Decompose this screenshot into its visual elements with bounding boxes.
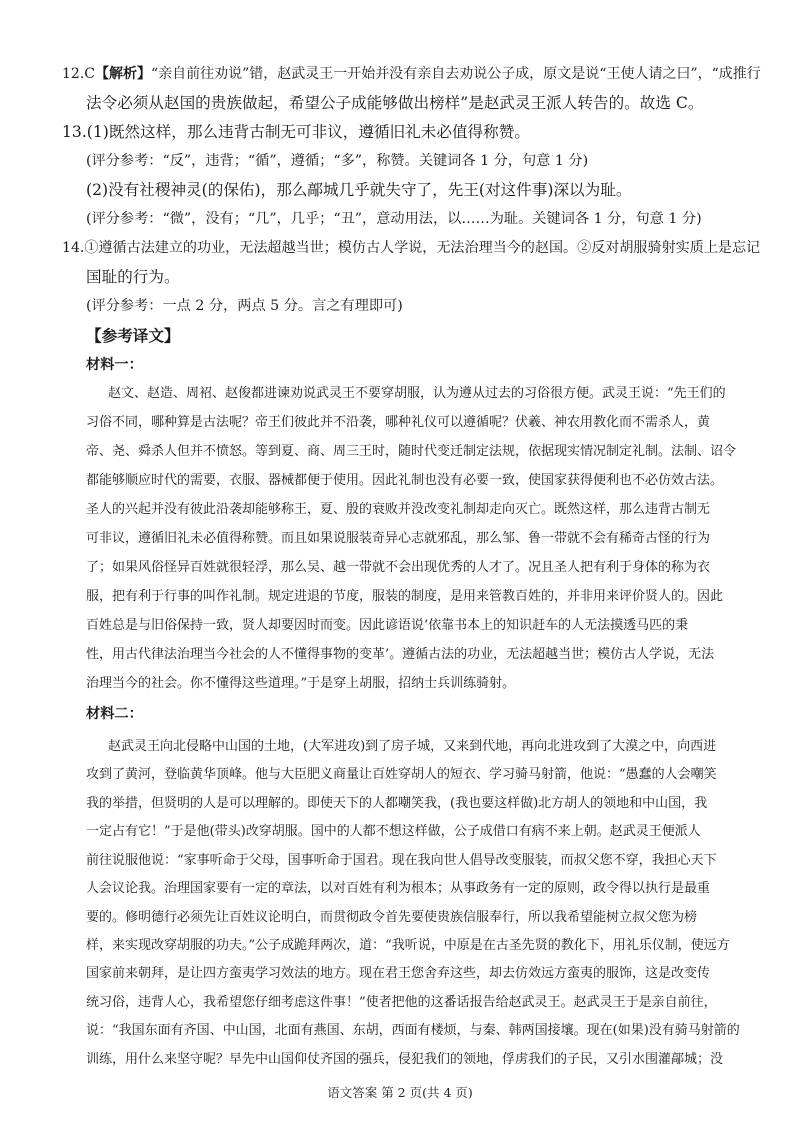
material-2-line: 前往说服他说：“家事听命于父母，国事听命于国君。现在我向世人倡导改变服装，而叔父您不穿，我担心天下 <box>86 853 717 868</box>
material-2-line: 样，来实现改穿胡服的功夫。”公子成跪拜两次，道：“我听说，中原是在古圣先贤的教化下，用礼乐仪制，使远方 <box>86 938 730 953</box>
material-2-line: 训练，用什么来坚守呢？早先中山国仰仗齐国的强兵，侵犯我们的领地，俘虏我们的子民，又引水围灌鄗城；没 <box>86 1052 724 1067</box>
material-1-line: 都能够顺应时代的需要，衣服、器械都便于使用。因此礼制也没有必要一致，使国家获得便利也不必仿效古法。 <box>86 473 724 488</box>
q12-text: “亲自前往劝说”错，赵武灵王一开始并没有亲自去劝说公子成，原文是说“王使人请之曰”，“成推行 <box>150 66 761 82</box>
q14-line-1: 14.①遵循古法建立的功业，无法超越当世；模仿古人学说，无法治理当今的赵国。②反对胡服骑射实质上是忘记 <box>62 240 761 256</box>
material-1-line: 百姓总是与旧俗保持一致，贤人却要因时而变。因此谚语说‘依靠书本上的知识赶车的人无法摸透马匹的秉 <box>86 618 689 633</box>
page-footer: 语文答案 第 2 页(共 4 页) <box>327 1085 473 1100</box>
material-2-line: 要的。修明德行必须先让百姓议论明白，而贯彻政令首先要使贵族信服奉行，所以我希望能树立叔父您为榜 <box>86 910 698 925</box>
analysis-tag: 【解析】 <box>94 66 151 82</box>
q13-scoring-1: (评分参考：“反”，违背；“循”，遵循；“多”，称赞。关键词各 1 分，句意 1 分) <box>86 153 589 169</box>
material-2-line: 统习俗，违背人心，我希望您仔细考虑这件事！”使者把他的这番话报告给赵武灵王。赵武灵王于是亲自前往， <box>86 995 717 1010</box>
material-1-line: 可非议，遵循旧礼未必值得称赞。而且如果说服装奇异心志就邪乱，那么邹、鲁一带就不会有稀奇古怪的行为 <box>86 531 711 546</box>
material-2-line: 人会议论我。治理国家要有一定的章法，以对百姓有利为根本；从事政务有一定的原则，政令得以执行是最重 <box>86 881 711 896</box>
material-1-line: 治理当今的社会。你不懂得这些道理。”于是穿上胡服，招纳士兵训练骑射。 <box>86 676 516 691</box>
material-1-label: 材料一： <box>86 357 143 373</box>
q12-line-1 <box>62 64 761 84</box>
q14-line-2: 国耻的行为。 <box>86 268 180 286</box>
material-2-line: 国家前来朝拜，是让四方蛮夷学习效法的地方。现在君王您舍弃这些，却去仿效远方蛮夷的服饰，这是改变传 <box>86 966 711 981</box>
q13-scoring-2: (评分参考：“微”，没有；“几”，几乎；“丑”，意动用法，以……为耻。关键词各 1 分，句意 1 分) <box>86 211 702 227</box>
q14-scoring: (评分参考：一点 2 分，两点 5 分。言之有理即可) <box>86 298 403 314</box>
material-2-line: 说：“我国东面有齐国、中山国，北面有燕国、东胡，西面有楼烦，与秦、韩两国接壤。现在(如果)没有骑马射箭的 <box>86 1023 740 1038</box>
material-1-line: 习俗不同，哪种算是古法呢？帝王们彼此并不沿袭，哪种礼仪可以遵循呢？伏羲、神农用教化而不需杀人，黄 <box>86 415 711 430</box>
material-2-line: 一定占有它！”于是他(带头)改穿胡服。国中的人都不想这样做，公子成借口有病不来上朝。赵武灵王便派人 <box>86 824 701 839</box>
translation-heading: 【参考译文】 <box>86 326 180 345</box>
material-2-label: 材料二： <box>86 706 143 722</box>
material-2-line: 赵武灵王向北侵略中山国的土地，(大军进攻)到了房子城，又来到代地，再向北进攻到了大漠之中，向西进 <box>108 739 717 754</box>
q12-number: 12.C <box>62 66 95 82</box>
material-1-line: 赵文、赵造、周袑、赵俊都进谏劝说武灵王不要穿胡服，认为遵从过去的习俗很方便。武灵王说：“先王们的 <box>108 386 726 401</box>
q13-line-2: (2)没有社稷神灵(的保佑)，那么鄗城几乎就失守了，先王(对这件事)深以为耻。 <box>86 181 632 199</box>
material-2-line: 攻到了黄河，登临黄华顶峰。他与大臣肥义商量让百姓穿胡人的短衣、学习骑马射箭，他说：“愚蠢的人会嘲笑 <box>86 767 717 782</box>
material-1-line: 了；如果风俗怪异百姓就很轻浮，那么吴、越一带就不会出现优秀的人才了。况且圣人把有利于身体的称为衣 <box>86 560 711 575</box>
material-1-line: 性，用古代律法治理当今社会的人不懂得事物的变革’。遵循古法的功业，无法超越当世；模仿古人学说，无法 <box>86 647 715 662</box>
q12-line-2: 法令必须从赵国的贵族做起，希望公子成能够做出榜样”是赵武灵王派人转告的。故选 C。 <box>86 94 704 112</box>
q13-line-1: 13.(1)既然这样，那么违背古制无可非议，遵循旧礼未必值得称赞。 <box>62 123 530 141</box>
material-1-line: 圣人的兴起并没有彼此沿袭却能够称王，夏、殷的衰败并没改变礼制却走向灭亡。既然这样，那么违背古制无 <box>86 502 711 517</box>
material-1-line: 帝、尧、舜杀人但并不愤怒。等到夏、商、周三王时，随时代变迁制定法规，依据现实情况制定礼制。法制、诏令 <box>86 444 737 459</box>
material-1-line: 服，把有利于行事的叫作礼制。规定进退的节度，服装的制度，是用来管教百姓的，并非用来评价贤人的。因此 <box>86 589 724 604</box>
material-2-line: 我的举措，但贤明的人是可以理解的。即使天下的人都嘲笑我，(我也要这样做)北方胡人的领地和中山国，我 <box>86 796 708 811</box>
